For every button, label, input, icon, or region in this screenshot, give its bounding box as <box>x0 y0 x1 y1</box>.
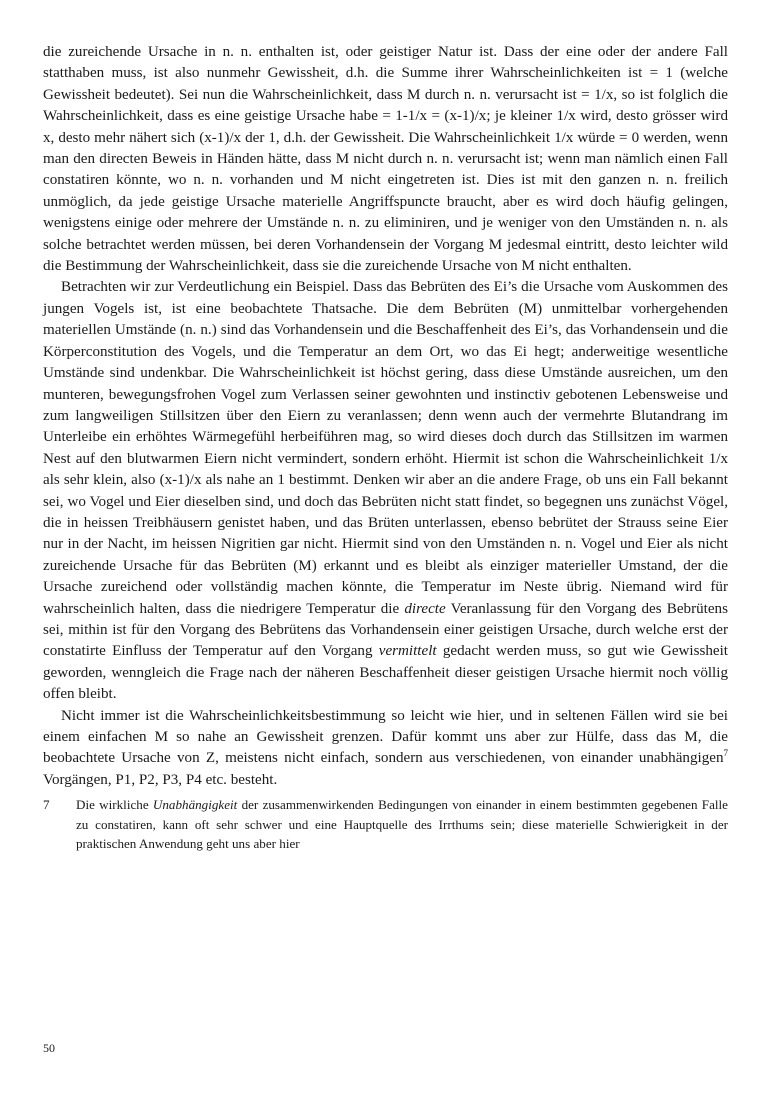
page-content <box>43 42 728 854</box>
footnote-number: 7 <box>43 797 50 813</box>
paragraph-3-part-b: Vorgängen, P1, P2, P3, P4 etc. besteht. <box>43 771 278 788</box>
paragraph-3-part-a: Nicht immer ist die Wahrscheinlichkeitsbestimmung so leicht wie hier, und in seltenen Fällen wird sie bei einem einfachen M so nahe an Gewissheit grenzen. Dafür kommt uns aber zur Hülfe, dass das M, die beobachtete Ursache von Z, meistens nicht einfach, sondern aus verschiedenen, von einander unabhängigen <box>43 707 728 767</box>
footnote-text-part-b: der zusammenwirkenden Bedingungen von einander in einem bestimmten gegebenen Falle zu constatiren, kann oft sehr schwer und eine Hauptquelle des Irrthums sein; diese materielle Schwierigkeit in der praktischen Anwendung geht uns aber hier <box>76 797 728 852</box>
paragraph-2-part-a: Betrachten wir zur Verdeutlichung ein Beispiel. Dass das Bebrüten des Ei’s die Ursache vom Auskommen des jungen Vogels ist, ist eine beobachtete Thatsache. Die dem Bebrüten (M) unmittelbar vorhergehenden materiellen Umstände (n. n.) sind das Vorhandensein und die Beschaffenheit des Ei’s, das Vorhandensein und die Körperconstitution des Vogels, und die Temperatur an dem Ort, wo das Ei hegt; anderweitige wesentliche Umstände sind undenkbar. Die Wahrscheinlichkeit ist höchst gering, dass diese Umstände ausreichen, um den munteren, bewegungsfrohen Vogel zum Verlassen seiner gewohnten und instinctiv gebotenen Lebensweise und zum langweiligen Stillsitzen über den Eiern zu veranlassen; denn wenn auch der vermehrte Blutandrang im Unterleibe ein erhöhtes Wärmegefühl herbeiführen mag, so wird dieses doch durch das Stillsitzen im warmen Nest auf den blutwarmen Eiern nicht vermindert, sondern erhöht. Hiermit ist schon die Wahrscheinlichkeit 1/x als sehr klein, also (x-1)/x als nahe an 1 bestimmt. Denken wir aber an die andere Frage, ob uns ein Fall bekannt sei, wo Vogel und Eier dieselben sind, und doch das Bebrüten nicht statt findet, so begegnen uns zunächst Vögel, die in heissen Treibhäusern genistet haben, und das Brüten unterlassen, ebenso bebrütet der Strauss seine Eier nur in der Nacht, im heissen Nigritien gar nicht. Hiermit sind von den Umständen n. n. Vogel und Eier als nicht zureichende Ursache für das Bebrüten (M) erkannt und es bleibt als einziger materieller Umstand, der die Ursache zureichend oder vollständig machen könnte, die Temperatur im Neste übrig. Niemand wird für wahrscheinlich halten, dass die niedrigere Temperatur die <box>43 279 728 617</box>
footnote-emphasis: Unabhängigkeit <box>152 797 238 813</box>
paragraph-2 <box>43 277 728 705</box>
emphasis-directe: directe <box>404 600 446 617</box>
paragraph-2-part-c: gedacht werden muss, so gut wie Gewissheit geworden, wenngleich die Frage nach der näheren Beschaffenheit dieser geistigen Ursache hiermit noch völlig offen bleibt. <box>43 643 728 703</box>
footnote <box>43 795 728 854</box>
page-number: 50 <box>43 1041 55 1055</box>
footnote-text <box>76 795 728 854</box>
paragraph-1: die zureichende Ursache in n. n. enthalten ist, oder geistiger Natur ist. Dass der eine oder der andere Fall statthaben muss, ist also nunmehr Gewissheit, d.h. die Summe ihrer Wahrscheinlichkeiten ist = 1 (welche Gewissheit bedeutet). Sei nun die Wahrscheinlichkeit, dass M durch n. n. verursacht ist = 1/x, so ist folglich die Wahrscheinlichkeit, dass es eine geistige Ursache habe = 1-1/x = (x-1)/x; je kleiner 1/x wird, desto grösser wird x, desto mehr nähert sich (x-1)/x der 1, d.h. der Gewissheit. Die Wahrscheinlichkeit 1/x würde = 0 werden, wenn man den directen Beweis in Händen hätte, dass M nicht durch n. n. verursacht ist; wenn man nämlich einen Fall constatiren könnte, wo n. n. vorhanden und M nicht eingetreten ist. Dies ist mit den ganzen n. n. freilich unmöglich, da jede geistige Ursache materielle Angriffspuncte braucht, aber es wird doch häufig gelingen, wenigstens einige oder mehrere der Umstände n. n. zu eliminiren, und je weniger von den Umständen n. n. als solche betrachtet werden müssen, bei deren Vorhandensein der Vorgang M jedesmal eintritt, desto leichter wild die Bestimmung der Wahrscheinlichkeit, dass sie die zureichende Ursache von M nicht enthalten. <box>43 44 728 275</box>
footnote-text-part-a: Die wirkliche <box>76 797 149 813</box>
body-text <box>43 42 728 791</box>
paragraph-3 <box>43 706 728 792</box>
paragraph-2-part-b: Veranlassung für den Vorgang des Bebrütens sei, mithin ist für den Vorgang des Bebrütens das Vorhandensein einer geistigen Ursache, durch welche erst der constatirte Einfluss der Temperatur auf den Vorgang <box>43 600 728 660</box>
footnote-reference[interactable]: 7 <box>723 748 728 759</box>
emphasis-vermittelt: vermittelt <box>378 643 437 660</box>
